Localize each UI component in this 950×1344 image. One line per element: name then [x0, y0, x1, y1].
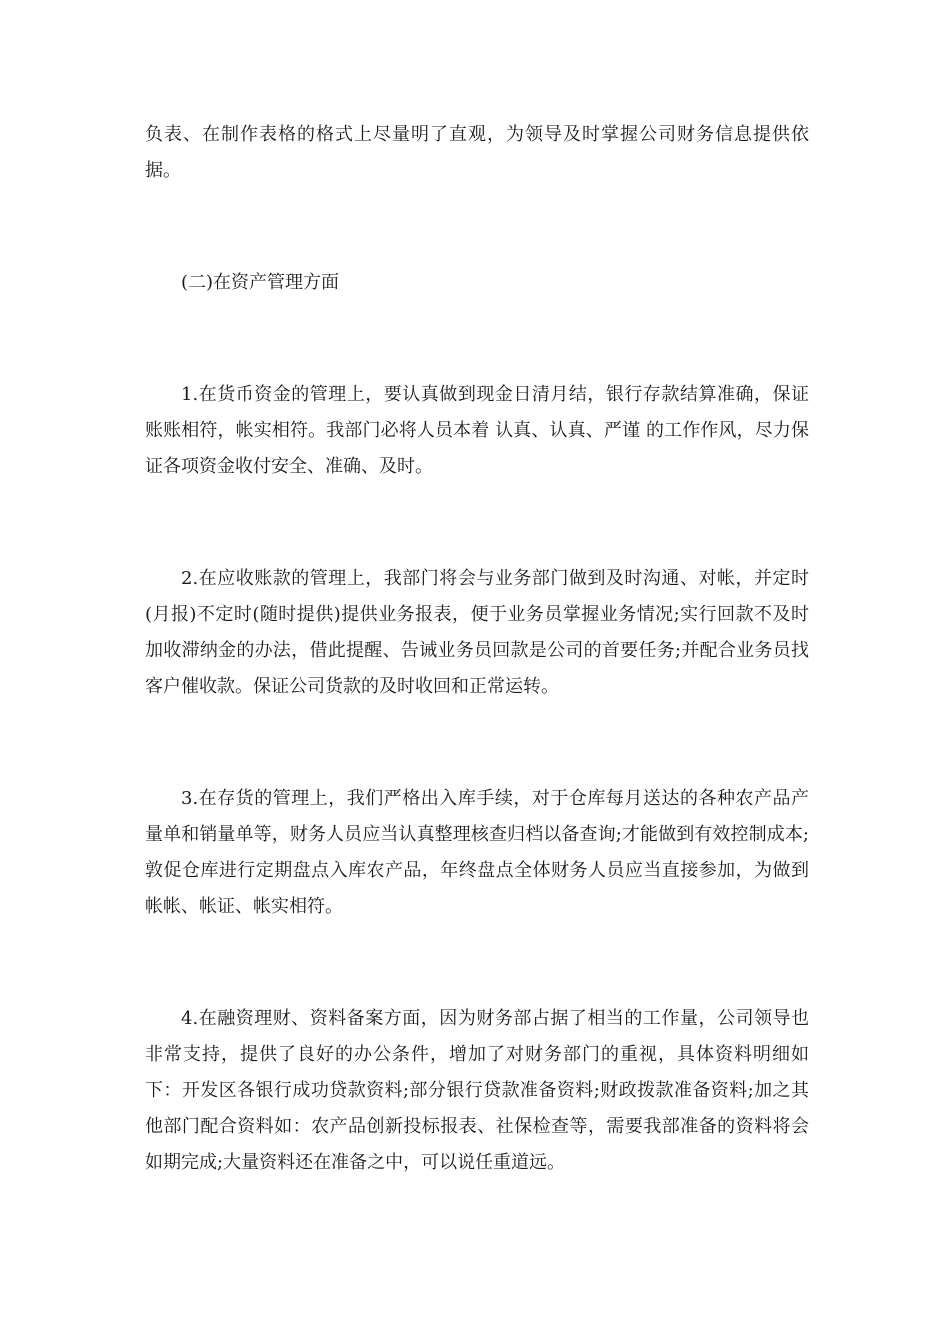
list-item: 4.在融资理财、资料备案方面，因为财务部占据了相当的工作量，公司领导也非常支持，提供了良好的办公条件，增加了对财务部门的重视，具体资料明细如下：开发区各银行成功贷款资料;部分银行贷款准备资料;财政拨款准备资料;加之其他部门配合资料如：农产品创新投标报表、社保检查等，需要我部准备的资料将会如期完成;大量资料还在准备之中，可以说任重道远。 — [145, 1008, 809, 1173]
list-item: 1.在货币资金的管理上，要认真做到现金日清月结，银行存款结算准确，保证账账相符，帐实相符。我部门必将人员本着 认真、认真、严谨 的工作作风，尽力保证各项资金收付安全、准确、及时。 — [145, 384, 809, 477]
list-item: 2.在应收账款的管理上，我部门将会与业务部门做到及时沟通、对帐，并定时(月报)不定时(随时提供)提供业务报表，便于业务员掌握业务情况;实行回款不及时加收滞纳金的办法，借此提醒、告诫业务员回款是公司的首要任务;并配合业务员找客户催收款。保证公司货款的及时收回和正常运转。 — [145, 568, 809, 697]
list-item: 3.在存货的管理上，我们严格出入库手续，对于仓库每月送达的各种农产品产量单和销量单等，财务人员应当认真整理核查归档以备查询;才能做到有效控制成本;敦促仓库进行定期盘点入库农产品，年终盘点全体财务人员应当直接参加，为做到帐帐、帐证、帐实相符。 — [145, 788, 809, 917]
section-heading: (二)在资产管理方面 — [181, 272, 340, 293]
intro-paragraph: 负表、在制作表格的格式上尽量明了直观，为领导及时掌握公司财务信息提供依据。 — [145, 124, 809, 181]
document-page — [145, 117, 809, 1181]
